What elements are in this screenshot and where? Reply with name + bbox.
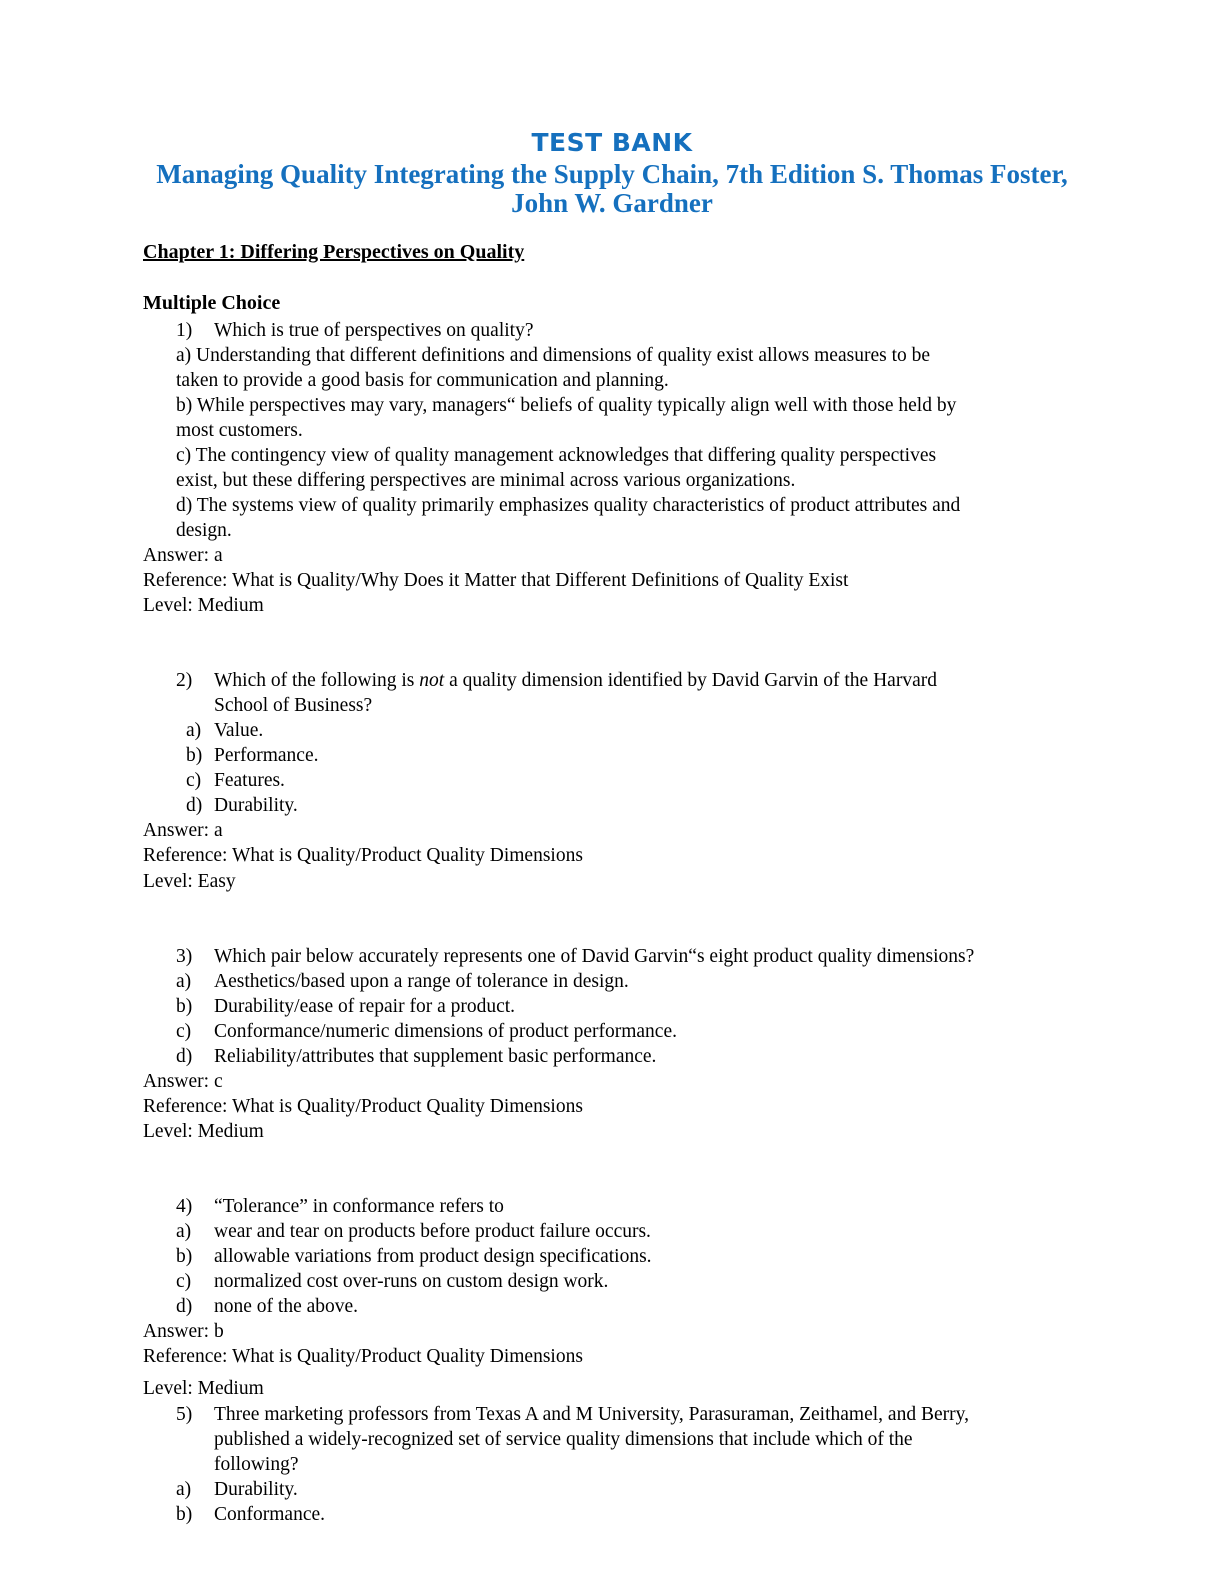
option-letter: b) xyxy=(176,996,193,1017)
question-4-level: Level: Medium xyxy=(143,1378,264,1399)
question-1-option-a-line-2: taken to provide a good basis for communication and planning. xyxy=(176,370,669,391)
question-3-level: Level: Medium xyxy=(143,1121,264,1142)
question-text-emphasis: not xyxy=(419,670,445,691)
question-1-option-a-line-1: a) Understanding that different definitions and dimensions of quality exist allows measures to be xyxy=(176,345,931,366)
question-3-option-c xyxy=(176,1019,677,1044)
question-3-stem xyxy=(176,944,974,969)
option-text: wear and tear on products before product failure occurs. xyxy=(214,1221,651,1242)
question-1-answer: Answer: a xyxy=(143,545,223,566)
question-text-start: Which of the following is xyxy=(214,670,420,691)
question-1-option-d-line-1: d) The systems view of quality primarily emphasizes quality characteristics of product attributes and xyxy=(176,495,961,516)
question-1-option-d-line-2: design. xyxy=(176,520,232,541)
question-4-option-a xyxy=(176,1219,651,1244)
option-letter: b) xyxy=(176,1246,193,1267)
question-1-level: Level: Medium xyxy=(143,595,264,616)
question-5-stem-line-3: following? xyxy=(214,1454,299,1475)
question-2-option-a xyxy=(186,718,263,743)
option-letter: d) xyxy=(176,1046,193,1067)
option-text: Conformance. xyxy=(214,1504,326,1525)
option-text: none of the above. xyxy=(214,1296,359,1317)
question-1-reference: Reference: What is Quality/Why Does it Matter that Different Definitions of Quality Exist xyxy=(143,570,849,591)
option-letter: a) xyxy=(176,1221,192,1242)
question-4-option-b xyxy=(176,1244,652,1269)
option-text: Conformance/numeric dimensions of product performance. xyxy=(214,1021,677,1042)
question-number: 5) xyxy=(176,1404,193,1425)
test-bank-label: TEST BANK xyxy=(531,128,693,157)
option-letter: b) xyxy=(176,1504,193,1525)
option-text: Features. xyxy=(214,770,285,791)
question-4-reference: Reference: What is Quality/Product Quality Dimensions xyxy=(143,1346,583,1367)
question-1-option-b-line-1: b) While perspectives may vary, managers“ beliefs of quality typically align well with those held by xyxy=(176,395,957,416)
question-5-option-a xyxy=(176,1477,298,1502)
option-letter: c) xyxy=(186,770,202,791)
question-2-option-b xyxy=(186,743,319,768)
option-letter: d) xyxy=(176,1296,193,1317)
question-text-end: a quality dimension identified by David Garvin of the Harvard xyxy=(444,670,937,691)
option-letter: a) xyxy=(176,1479,192,1500)
question-3-option-a xyxy=(176,969,629,994)
question-2-stem xyxy=(176,668,937,693)
option-text: normalized cost over-runs on custom design work. xyxy=(214,1271,609,1292)
question-3-option-d xyxy=(176,1044,656,1069)
option-text: Value. xyxy=(214,720,264,741)
question-2-reference: Reference: What is Quality/Product Quality Dimensions xyxy=(143,845,583,866)
question-text: Which is true of perspectives on quality? xyxy=(214,320,534,341)
question-4-option-d xyxy=(176,1294,358,1319)
option-text: Reliability/attributes that supplement basic performance. xyxy=(214,1046,657,1067)
question-2-option-c xyxy=(186,768,285,793)
question-2-answer: Answer: a xyxy=(143,820,223,841)
question-text: Which pair below accurately represents one of David Garvin“s eight product quality dimensions? xyxy=(214,946,975,967)
question-text: Three marketing professors from Texas A and M University, Parasuraman, Zeithamel, and Berry, xyxy=(214,1404,969,1425)
option-letter: a) xyxy=(176,971,192,992)
option-text: allowable variations from product design specifications. xyxy=(214,1246,652,1267)
option-letter: b) xyxy=(186,745,203,766)
question-number: 3) xyxy=(176,946,193,967)
question-number: 2) xyxy=(176,670,193,691)
question-5-stem xyxy=(176,1402,969,1427)
question-1-stem xyxy=(176,318,533,343)
option-text: Aesthetics/based upon a range of tolerance in design. xyxy=(214,971,629,992)
question-3-reference: Reference: What is Quality/Product Quality Dimensions xyxy=(143,1096,583,1117)
question-5-option-b xyxy=(176,1502,325,1527)
question-5-stem-line-2: published a widely-recognized set of service quality dimensions that include which of the xyxy=(214,1429,913,1450)
book-title-line-2: John W. Gardner xyxy=(511,188,713,218)
question-2-level: Level: Easy xyxy=(143,871,236,892)
question-2-option-d xyxy=(186,793,298,818)
question-3-option-b xyxy=(176,994,515,1019)
question-number: 4) xyxy=(176,1196,193,1217)
question-4-answer: Answer: b xyxy=(143,1321,224,1342)
question-1-option-c-line-2: exist, but these differing perspectives are minimal across various organizations. xyxy=(176,470,796,491)
option-letter: c) xyxy=(176,1271,192,1292)
question-4-option-c xyxy=(176,1269,608,1294)
section-heading: Multiple Choice xyxy=(143,292,281,314)
question-3-answer: Answer: c xyxy=(143,1071,223,1092)
question-4-stem xyxy=(176,1194,504,1219)
document-header xyxy=(100,126,1124,218)
chapter-heading: Chapter 1: Differing Perspectives on Quality xyxy=(143,241,525,263)
question-number: 1) xyxy=(176,320,193,341)
option-text: Durability/ease of repair for a product. xyxy=(214,996,516,1017)
question-2-stem-line-2: School of Business? xyxy=(214,695,373,716)
option-letter: a) xyxy=(186,720,202,741)
option-text: Performance. xyxy=(214,745,319,766)
option-text: Durability. xyxy=(214,1479,298,1500)
book-title-line-1: Managing Quality Integrating the Supply Chain, 7th Edition S. Thomas Foster, xyxy=(156,159,1068,189)
question-1-option-c-line-1: c) The contingency view of quality management acknowledges that differing quality perspectives xyxy=(176,445,937,466)
option-text: Durability. xyxy=(214,795,298,816)
question-text: “Tolerance” in conformance refers to xyxy=(214,1196,504,1217)
question-1-option-b-line-2: most customers. xyxy=(176,420,303,441)
option-letter: c) xyxy=(176,1021,192,1042)
option-letter: d) xyxy=(186,795,203,816)
